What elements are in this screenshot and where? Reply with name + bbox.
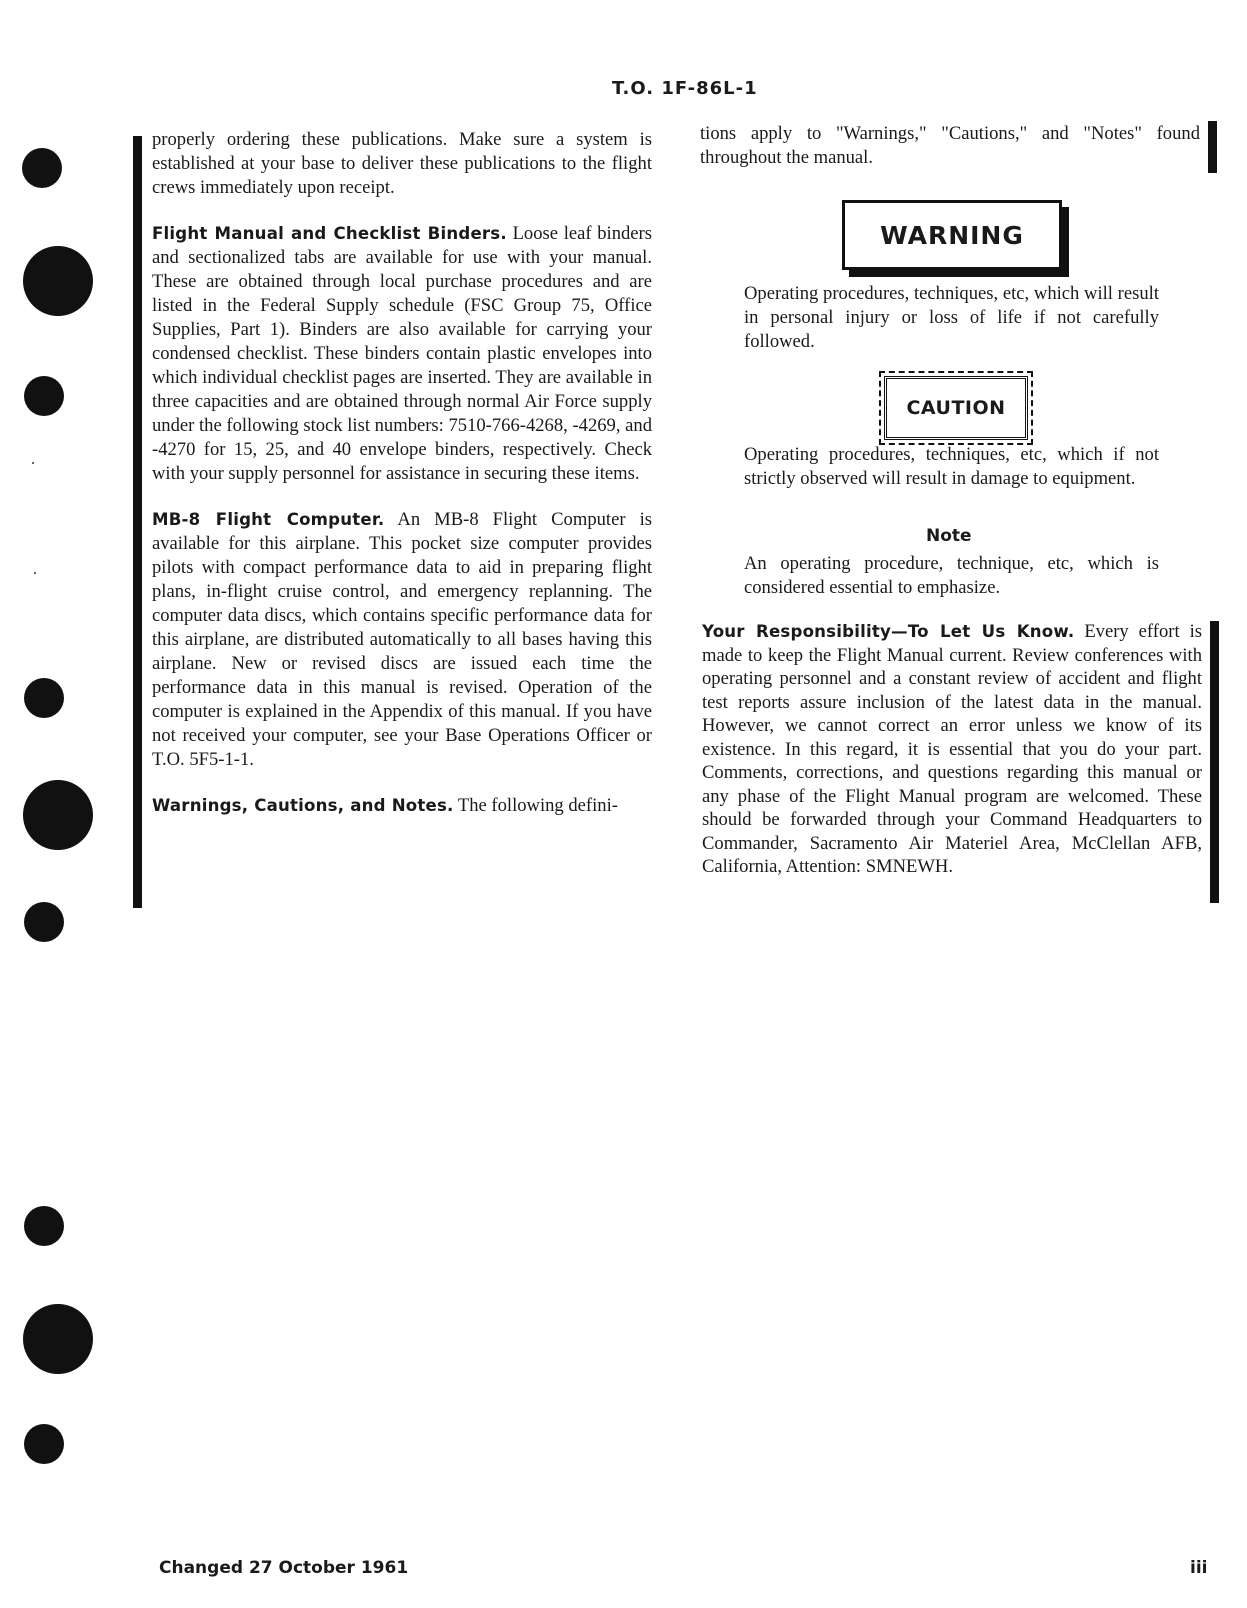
change-bar	[133, 136, 142, 908]
speck	[32, 462, 34, 464]
warnings-intro-text: The following defini-	[453, 795, 618, 816]
continuation-paragraph: tions apply to "Warnings," "Cautions," and "Notes" found throughout the manual.	[700, 123, 1200, 168]
caution-text: Operating procedures, techniques, etc, which if not strictly observed will result in damage to equipment.	[744, 444, 1159, 489]
intro-paragraph: properly ordering these publications. Make sure a system is established at your base to deliver these publications to the flight crews immediately upon receipt.	[152, 129, 652, 198]
binder-hole	[24, 1424, 64, 1464]
binders-text: Loose leaf binders and sectionalized tabs are available for use with your manual. These are obtained through local purchase procedures and are listed in the Federal Supply schedule (FSC Group 75, Office Supplies, Part 1). Binders are also available for carrying your condensed checklist. These binders contain plastic envelopes into which individual checklist pages are inserted. They are available in three capacities and are obtained through normal Air Force supply under the following stock list numbers: 7510-766-4268, -4269, and -4270 for 15, 25, and 40 envelope binders, respectively. Check with your supply personnel for assistance in securing these items.	[152, 223, 652, 484]
binder-hole	[22, 148, 62, 188]
right-column-top	[700, 122, 1200, 170]
note-text: An operating procedure, technique, etc, which is considered essential to emphasize.	[744, 553, 1159, 598]
change-date: Changed 27 October 1961	[159, 1558, 409, 1578]
binder-hole	[24, 1206, 64, 1246]
binders-heading: Flight Manual and Checklist Binders.	[152, 224, 507, 243]
document-number: T.O. 1F-86L-1	[612, 78, 758, 99]
computer-heading: MB-8 Flight Computer.	[152, 510, 385, 529]
note-label: Note	[926, 526, 972, 546]
binder-hole	[24, 902, 64, 942]
binder-hole	[24, 376, 64, 416]
warnings-intro-paragraph	[152, 794, 652, 818]
page-number: iii	[1190, 1558, 1208, 1578]
change-bar	[1208, 121, 1217, 173]
warning-text: Operating procedures, techniques, etc, which will result in personal injury or loss of life if not carefully followed.	[744, 283, 1159, 352]
warnings-intro-heading: Warnings, Cautions, and Notes.	[152, 796, 454, 815]
binder-hole	[23, 780, 93, 850]
computer-text: An MB-8 Flight Computer is available for this airplane. This pocket size computer provides pilots with compact performance data to aid in preparing flight plans, in-flight cruise control, and emergency replanning. The computer data discs, which contains specific performance data for this airplane, are distributed automatically to all bases having this airplane. New or revised discs are issued each time the performance data in this manual is revised. Operation of the computer is explained in the Appendix of this manual. If you have not received your computer, see your Base Operations Officer or T.O. 5F5-1-1.	[152, 509, 652, 770]
speck	[34, 572, 36, 574]
binder-hole	[24, 678, 64, 718]
caution-label: CAUTION	[884, 376, 1028, 440]
binders-paragraph	[152, 222, 652, 486]
computer-paragraph	[152, 508, 652, 772]
responsibility-paragraph	[702, 620, 1202, 879]
responsibility-text: Every effort is made to keep the Flight Manual current. Review conferences with operating personnel and a constant review of accident and flight test reports assure inclusion of the latest data in the manual. However, we cannot correct an error unless we know of its existence. In this regard, it is essential that you do your part. Comments, corrections, and questions regarding this manual or any phase of the Flight Manual program are welcomed. These should be forwarded through your Command Headquarters to Commander, Sacramento Air Materiel Area, McClellan AFB, California, Attention: SMNEWH.	[702, 621, 1202, 877]
right-column-bottom	[702, 620, 1202, 879]
binder-hole	[23, 1304, 93, 1374]
change-bar	[1210, 621, 1219, 903]
warning-label: WARNING	[842, 200, 1062, 270]
binder-hole	[23, 246, 93, 316]
responsibility-heading: Your Responsibility—To Let Us Know.	[702, 622, 1075, 641]
left-column	[152, 128, 652, 818]
